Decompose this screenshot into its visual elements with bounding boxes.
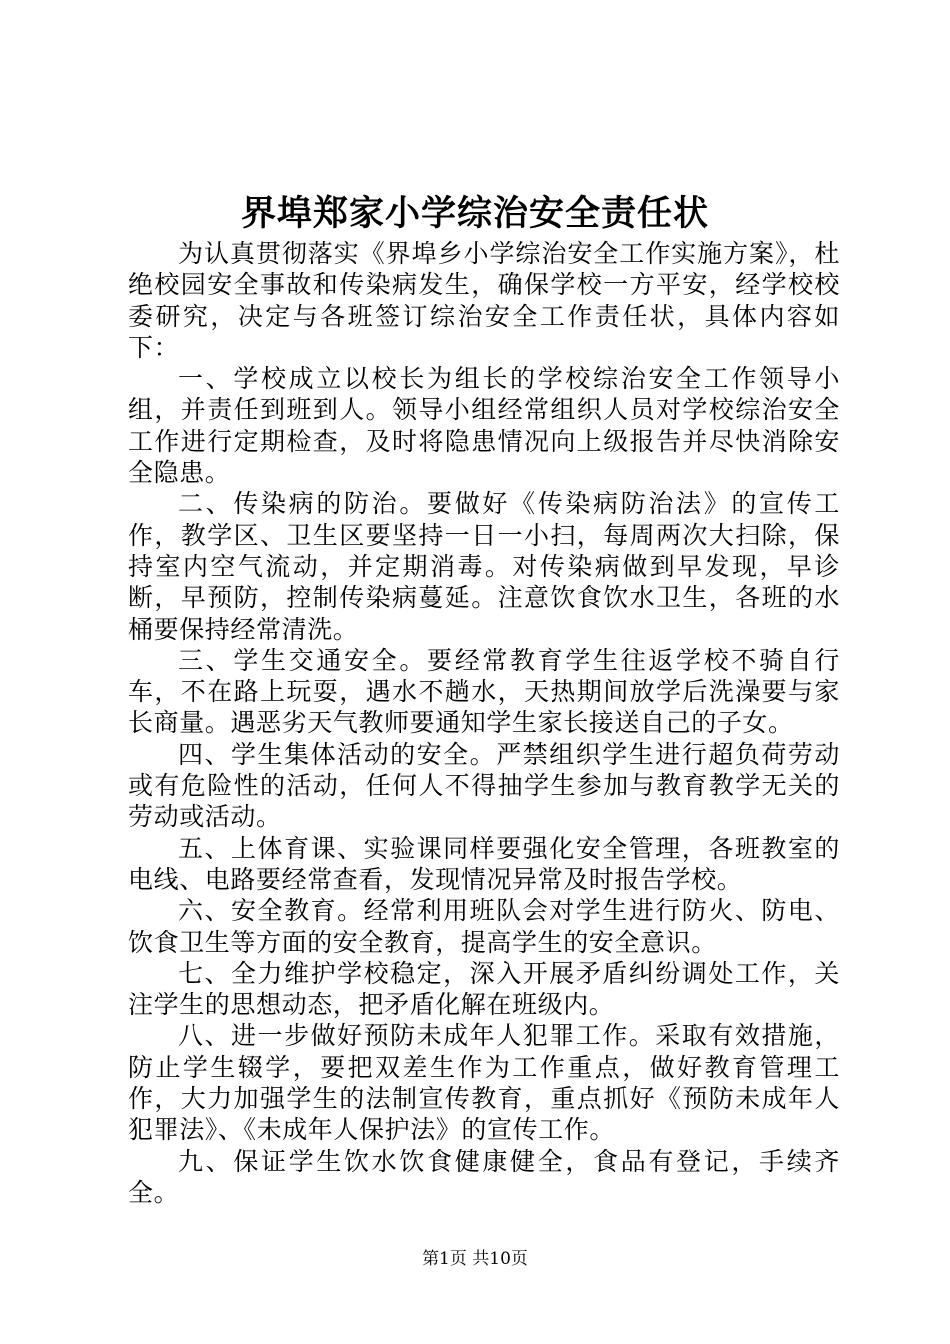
paragraph-item-1: 一、学校成立以校长为组长的学校综治安全工作领导小组，并责任到班到人。领导小组经常组织人员对学校综治安全工作进行定期检查，及时将隐患情况向上级报告并尽快消除安全隐患。 (128, 364, 840, 488)
paragraph-intro: 为认真贯彻落实《界埠乡小学综治安全工作实施方案》，杜绝校园安全事故和传染病发生，确保学校一方平安，经学校校委研究，决定与各班签订综治安全工作责任状，具体内容如下： (128, 239, 840, 362)
document-body (128, 238, 840, 1208)
paragraph-item-4: 四、学生集体活动的安全。严禁组织学生进行超负荷劳动或有危险性的活动，任何人不得抽学生参加与教育教学无关的劳动或活动。 (128, 739, 840, 832)
page-number-footer: 第1页 共10页 (422, 1249, 528, 1269)
paragraph-item-2: 二、传染病的防治。要做好《传染病防治法》的宣传工作，教学区、卫生区要坚持一日一小扫，每周两次大扫除，保持室内空气流动，并定期消毒。对传染病做到早发现，早诊断，早预防，控制传染病蔓延。注意饮食饮水卫生，各班的水桶要保持经常清洗。 (128, 489, 840, 644)
paragraph-item-8: 八、进一步做好预防未成年人犯罪工作。采取有效措施，防止学生辍学，要把双差生作为工作重点，做好教育管理工作，大力加强学生的法制宣传教育，重点抓好《预防未成年人犯罪法》、《未成年人保护法》的宣传工作。 (128, 1021, 840, 1145)
paragraph-item-5: 五、上体育课、实验课同样要强化安全管理，各班教室的电线、电路要经常查看，发现情况异常及时报告学校。 (128, 833, 840, 894)
paragraph-item-6: 六、安全教育。经常利用班队会对学生进行防火、防电、饮食卫生等方面的安全教育，提高学生的安全意识。 (128, 896, 840, 957)
paragraph-item-7: 七、全力维护学校稳定，深入开展矛盾纠纷调处工作，关注学生的思想动态，把矛盾化解在班级内。 (128, 958, 840, 1020)
document-title: 界埠郑家小学综治安全责任状 (240, 193, 709, 234)
paragraph-item-9: 九、保证学生饮水饮食健康健全，食品有登记，手续齐全。 (128, 1146, 840, 1207)
paragraph-item-3: 三、学生交通安全。要经常教育学生往返学校不骑自行车，不在路上玩耍，遇水不趟水，天热期间放学后洗澡要与家长商量。遇恶劣天气教师要通知学生家长接送自己的子女。 (128, 645, 840, 738)
